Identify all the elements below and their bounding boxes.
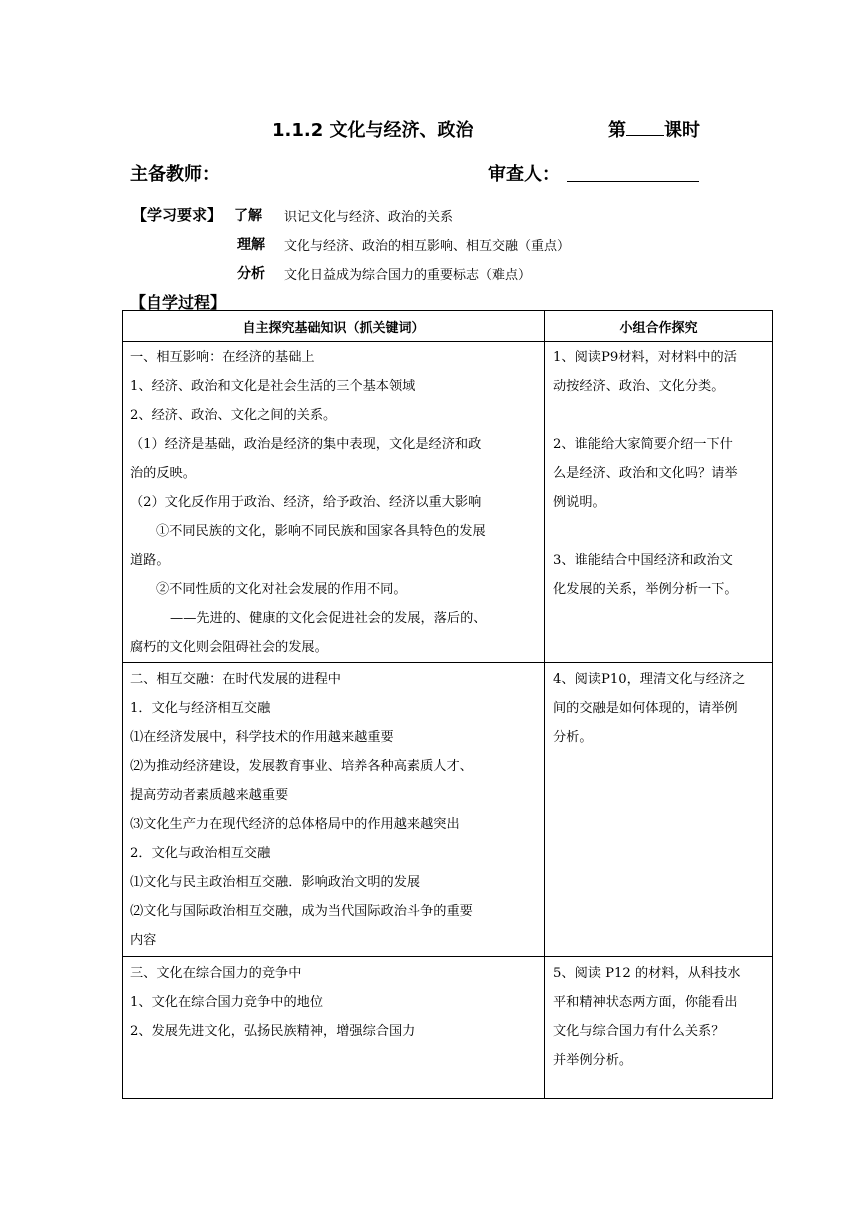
req-label-comprehend: 理解 xyxy=(237,237,265,253)
column-header-group-study: 小组合作探究 xyxy=(545,311,773,342)
group-questions-2 xyxy=(545,663,773,957)
question-line: 2、谁能给大家简要介绍一下什 xyxy=(553,437,733,452)
text-line: 道路。 xyxy=(130,553,170,568)
question-line: 4、阅读P10，理清文化与经济之 xyxy=(553,672,746,687)
section-mutual-influence xyxy=(123,342,545,663)
document-title: 1.1.2 文化与经济、政治 xyxy=(272,120,474,141)
req-label-analyze: 分析 xyxy=(237,266,265,282)
text-line: 一、相互影响：在经济的基础上 xyxy=(130,350,315,365)
reviewer-blank[interactable] xyxy=(567,181,699,182)
req-text-understand: 识记文化与经济、政治的关系 xyxy=(284,210,454,225)
reviewer-label: 审查人： xyxy=(488,164,560,185)
question-line: 平和精神状态两方面，你能看出 xyxy=(553,995,738,1010)
lesson-number xyxy=(608,116,700,142)
question-line: 3、谁能结合中国经济和政治文 xyxy=(553,553,733,568)
section-mutual-integration xyxy=(123,663,545,957)
text-line: 内容 xyxy=(130,933,157,948)
requirements-heading: 【学习要求】 xyxy=(132,206,223,224)
teacher-label: 主备教师： xyxy=(130,164,220,185)
question-line: 动按经济、政治、文化分类。 xyxy=(553,379,725,394)
text-line: ⑴在经济发展中，科学技术的作用越来越重要 xyxy=(130,730,394,745)
req-label-understand: 了解 xyxy=(234,208,262,224)
lesson-prefix: 第 xyxy=(608,120,626,141)
req-text-analyze: 文化日益成为综合国力的重要标志（难点） xyxy=(284,268,532,283)
text-line: 治的反映。 xyxy=(130,466,196,481)
group-questions-1 xyxy=(545,342,773,663)
self-study-heading: 【自学过程】 xyxy=(130,293,227,312)
text-line: 1．文化与经济相互交融 xyxy=(130,701,271,716)
text-line: ⑶文化生产力在现代经济的总体格局中的作用越来越突出 xyxy=(130,817,460,832)
text-line: ⑵为推动经济建设，发展教育事业、培养各种高素质人才、 xyxy=(130,759,473,774)
question-line: 文化与综合国力有什么关系？ xyxy=(553,1024,725,1039)
question-line: 5、阅读 P12 的材料，从科技水 xyxy=(553,966,741,981)
question-line: 间的交融是如何体现的，请举例 xyxy=(553,701,738,716)
text-line: ②不同性质的文化对社会发展的作用不同。 xyxy=(156,582,407,597)
question-line xyxy=(553,401,766,430)
question-line: 例说明。 xyxy=(553,495,606,510)
group-questions-3 xyxy=(545,957,773,1099)
text-line: 提高劳动者素质越来越重要 xyxy=(130,788,289,803)
text-line: ⑵文化与国际政治相互交融，成为当代国际政治斗争的重要 xyxy=(130,904,473,919)
column-header-self-study: 自主探究基础知识（抓关键词） xyxy=(123,311,545,342)
text-line: 三、文化在综合国力的竞争中 xyxy=(130,966,302,981)
text-line: ⑴文化与民主政治相互交融．影响政治文明的发展 xyxy=(130,875,421,890)
question-line xyxy=(553,517,766,546)
question-line: 么是经济、政治和文化吗？请举 xyxy=(553,466,738,481)
question-line: 化发展的关系，举例分析一下。 xyxy=(553,582,738,597)
lesson-blank[interactable] xyxy=(626,119,664,136)
req-text-comprehend: 文化与经济、政治的相互影响、相互交融（重点） xyxy=(284,239,571,254)
text-line: 1、经济、政治和文化是社会生活的三个基本领域 xyxy=(130,379,416,394)
lesson-suffix: 课时 xyxy=(664,120,700,141)
question-line: 并举例分析。 xyxy=(553,1053,633,1068)
text-line: 2、发展先进文化，弘扬民族精神，增强综合国力 xyxy=(130,1024,416,1039)
text-line: 1、文化在综合国力竞争中的地位 xyxy=(130,995,324,1010)
text-line: ①不同民族的文化，影响不同民族和国家各具特色的发展 xyxy=(156,524,486,539)
study-table xyxy=(122,310,773,1099)
text-line: 二、相互交融：在时代发展的进程中 xyxy=(130,672,341,687)
question-line: 1、阅读P9材料，对材料中的活 xyxy=(553,350,737,365)
text-line: 腐朽的文化则会阻碍社会的发展。 xyxy=(130,640,328,655)
text-line: （2）文化反作用于政治、经济，给予政治、经济以重大影响 xyxy=(130,495,482,510)
text-line: 2、经济、政治、文化之间的关系。 xyxy=(130,408,337,423)
text-line: （1）经济是基础，政治是经济的集中表现，文化是经济和政 xyxy=(130,437,482,452)
text-line: ——先进的、健康的文化会促进社会的发展，落后的、 xyxy=(170,611,487,626)
question-line: 分析。 xyxy=(553,730,593,745)
text-line: 2．文化与政治相互交融 xyxy=(130,846,271,861)
section-national-strength xyxy=(123,957,545,1099)
